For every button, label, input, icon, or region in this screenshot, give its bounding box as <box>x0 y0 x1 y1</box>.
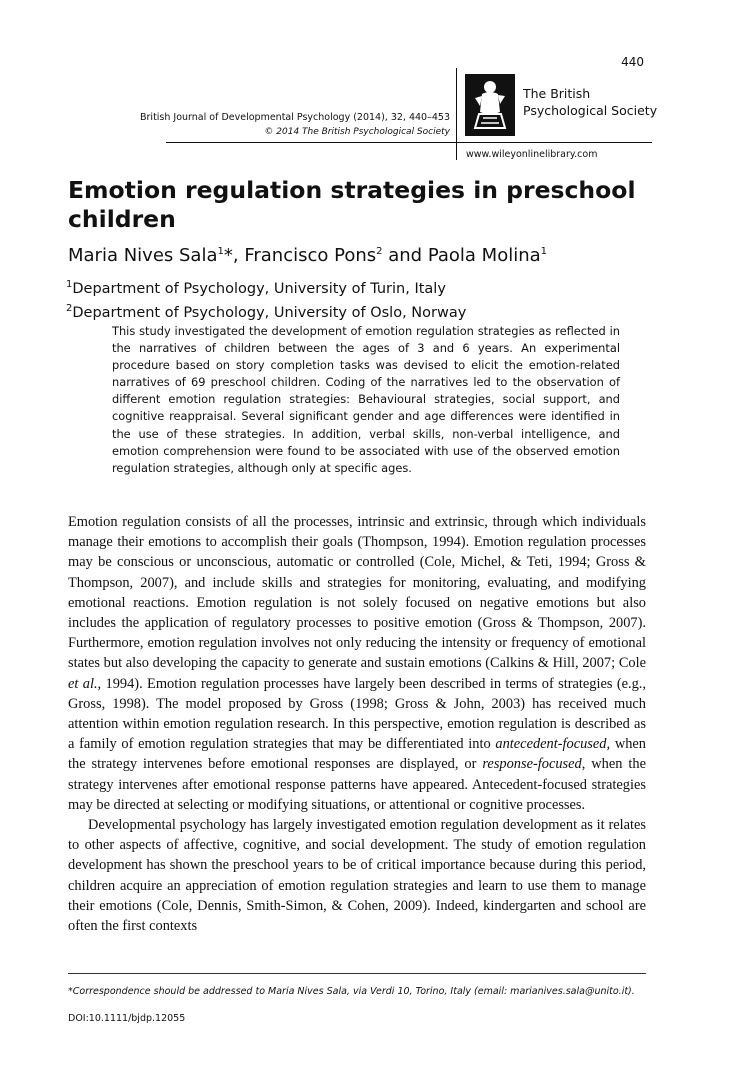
article-title: Emotion regulation strategies in preschool children <box>68 176 636 233</box>
header-divider-horizontal <box>166 142 652 143</box>
affiliation-marker: 1 <box>66 279 73 290</box>
journal-copyright: © 2014 The British Psychological Society <box>264 127 450 137</box>
author-affiliation-marker: 1 <box>540 246 548 257</box>
society-name-line1: The British <box>523 86 591 101</box>
affiliation-text: Department of Psychology, University of Turin, Italy <box>72 280 446 297</box>
body-text-italic: antecedent-focused, <box>495 736 611 753</box>
body-text-italic: response-focused <box>482 756 582 773</box>
author-separator: , <box>232 245 245 266</box>
bps-crest-icon <box>465 74 515 136</box>
abstract: This study investigated the development of emotion regulation strategies as reflected in the narratives of children between the ages of 3 and 6 years. An experimental procedure based on story completion tasks was devised to elicit the emotion-related narratives of 69 preschool children. Coding of the narratives led to the observation of different emotion regulation strategies: Behavioural strategies, social support, and cognitive reappraisal. Several significant gender and age differences were identified in the use of these strategies. In addition, verbal skills, non-verbal intelligence, and emotion comprehension were found to be associated with use of the observed emotion regulation strategies, although only at specific ages. <box>112 324 620 475</box>
author-affiliation-marker: 2 <box>376 246 383 257</box>
author-name: Paola Molina <box>427 245 541 266</box>
body-text-italic: et al. <box>68 675 98 692</box>
body-text-run: , when the strategy intervenes after emotional response patterns have appeared. Antecedent-focused strategies may be directed at selecting or modifying situations, or attentional or cognitive processes. <box>68 756 646 813</box>
author-name: Francisco Pons <box>244 245 377 266</box>
body-text <box>68 512 646 936</box>
author-affiliation-marker: 1 <box>217 246 224 257</box>
body-paragraph <box>68 512 646 815</box>
affiliation <box>66 275 466 299</box>
affiliation <box>66 299 466 323</box>
doi: DOI:10.1111/bjdp.12055 <box>68 1013 186 1024</box>
affiliation-text: Department of Psychology, University of Oslo, Norway <box>72 304 467 321</box>
author-separator: and <box>382 245 428 266</box>
journal-citation: British Journal of Developmental Psychology (2014), 32, 440–453 <box>140 112 450 123</box>
footnote-divider <box>68 973 646 974</box>
journal-citation-block <box>140 110 450 140</box>
correspondence-footnote: *Correspondence should be addressed to Maria Nives Sala, via Verdi 10, Torino, Italy (email: marianives.sala@unito.it). <box>68 986 635 997</box>
body-text-run: when the strategy intervenes before emotional responses are displayed, or <box>68 736 646 773</box>
body-text-run: , 1994). Emotion regulation processes have largely been described in terms of strategies (e.g., Gross, 1998). The model proposed by Gross (1998; Gross & John, 2003) has received much attention within emotion regulation research. In this perspective, emotion regulation is described as a family of emotion regulation strategies that may be differentiated into <box>68 675 646 753</box>
body-paragraph: Developmental psychology has largely investigated emotion regulation development as it relates to other aspects of affective, cognitive, and social development. The study of emotion regulation development has shown the preschool years to be of critical importance because during this period, children acquire an appreciation of emotion regulation strategies and learn to use them to manage their emotions (Cole, Dennis, Smith-Simon, & Cohen, 2009). Indeed, kindergarten and school are often the first contexts <box>68 817 646 935</box>
author-list <box>68 245 547 266</box>
society-name-line2: Psychological Society <box>523 103 658 118</box>
website-link[interactable]: www.wileyonlinelibrary.com <box>466 149 598 160</box>
body-text-run: Emotion regulation consists of all the processes, intrinsic and extrinsic, through which individuals manage their emotions to accomplish their goals (Thompson, 1994). Emotion regulation processes may be conscious or unconscious, automatic or controlled (Cole, Michel, & Teti, 1994; Gross & Thompson, 2007), and include skills and strategies for monitoring, evaluating, and modifying emotional reactions. Emotion regulation is not solely focused on negative emotions but also includes the application of regulatory processes to positive emotion (Gross & Thompson, 2007). Furthermore, emotion regulation involves not only reducing the intensity or frequency of emotional states but also developing the capacity to generate and sustain emotions (Calkins & Hill, 2007; Cole <box>68 514 646 672</box>
header-divider-vertical <box>456 68 457 160</box>
page-number: 440 <box>621 55 644 69</box>
affiliation-marker: 2 <box>66 302 73 314</box>
affiliation-list <box>66 275 466 323</box>
author-name: Maria Nives Sala <box>68 245 218 266</box>
corresponding-author-mark: * <box>223 245 233 266</box>
society-name <box>523 85 657 119</box>
